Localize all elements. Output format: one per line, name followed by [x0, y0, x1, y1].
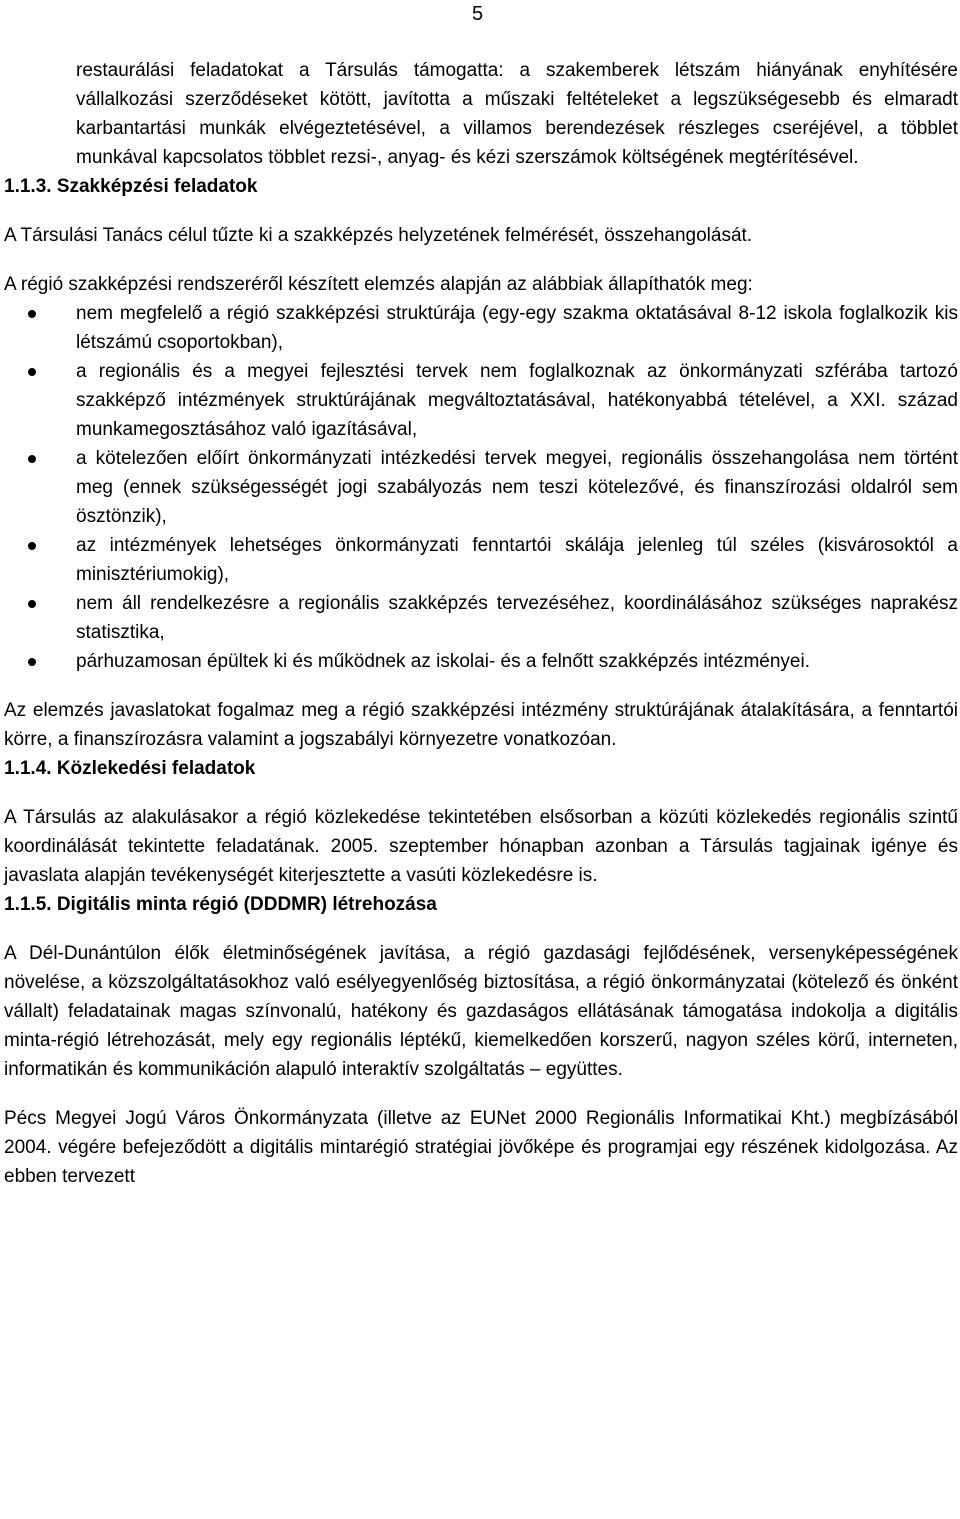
- paragraph: A régió szakképzési rendszeréről készített elemzés alapján az alábbiak állapíthatók meg:: [4, 274, 753, 295]
- bullet-icon: [28, 310, 36, 318]
- page-number: 5: [472, 3, 484, 25]
- bullet-icon: [28, 600, 36, 608]
- document-body: [4, 56, 958, 1191]
- bullet-list: [4, 299, 958, 676]
- bullet-icon: [28, 658, 36, 666]
- list-item: nem áll rendelkezésre a regionális szakképzés tervezéséhez, koordinálásához szükséges naprakész statisztika,: [4, 589, 958, 647]
- bullet-icon: [28, 455, 36, 463]
- list-item: a kötelezően előírt önkormányzati intézkedési tervek megyei, regionális összehangolása nem történt meg (ennek szükségességét jogi szabályozás nem teszi kötelezővé, és finanszírozási oldalról sem ösztönzik),: [4, 444, 958, 531]
- bullet-icon: [28, 542, 36, 550]
- list-item: nem megfelelő a régió szakképzési struktúrája (egy-egy szakma oktatásával 8-12 iskola foglalkozik kis létszámú csoportokban),: [4, 299, 958, 357]
- list-item: a regionális és a megyei fejlesztési tervek nem foglalkoznak az önkormányzati szférába tartozó szakképző intézmények struktúrájának megváltoztatásával, hatékonyabbá tételével, a XXI. század munkamegosztásához való igazításával,: [4, 357, 958, 444]
- bullet-icon: [28, 368, 36, 376]
- intro-paragraph: restaurálási feladatokat a Társulás támogatta: a szakemberek létszám hiányának enyhítésére vállalkozási szerződéseket kötött, javította a műszaki feltételeket a legszükségesebb és elmaradt karbantartási munkák elvégeztetésével, a villamos berendezések részleges cseréjével, a többlet munkával kapcsolatos többlet rezsi-, anyag- és kézi szerszámok költségének megtérítésével.: [76, 60, 958, 168]
- paragraph: Az elemzés javaslatokat fogalmaz meg a régió szakképzési intézmény struktúrájának átalakítására, a fenntartói körre, a finanszírozásra valamint a jogszabályi környezetre vonatkozóan.: [4, 700, 958, 750]
- section-heading-szakkepzes: 1.1.3. Szakképzési feladatok: [4, 176, 258, 197]
- paragraph: Pécs Megyei Jogú Város Önkormányzata (illetve az EUNet 2000 Regionális Informatikai Kht.) megbízásából 2004. végére befejeződött a digitális mintarégió stratégiai jövőképe és programjai egy részének kidolgozása. Az ebben tervezett: [4, 1108, 958, 1187]
- section-heading-digitalis: 1.1.5. Digitális minta régió (DDDMR) létrehozása: [4, 894, 437, 915]
- paragraph: A Társulás az alakulásakor a régió közlekedése tekintetében elsősorban a közúti közlekedés regionális szintű koordinálását tekintette feladatának. 2005. szeptember hónapban azonban a Társulás tagjainak igénye és javaslata alapján tevékenységét kiterjesztette a vasúti közlekedésre is.: [4, 807, 958, 886]
- paragraph: A Társulási Tanács célul tűzte ki a szakképzés helyzetének felmérését, összehangolását.: [4, 225, 753, 246]
- list-item: párhuzamosan épültek ki és működnek az iskolai- és a felnőtt szakképzés intézményei.: [4, 647, 958, 676]
- paragraph: A Dél-Dunántúlon élők életminőségének javítása, a régió gazdasági fejlődésének, versenyképességének növelése, a közszolgáltatásokhoz való esélyegyenlőség biztosítása, a régió önkormányzatai (kötelező és önként vállalt) feladatainak magas színvonalú, hatékony és gazdaságos ellátásának támogatása indokolja a digitális minta-régió létrehozását, mely egy regionális léptékű, kiemelkedően korszerű, nagyon széles körű, interneten, informatikán és kommunikáción alapuló interaktív szolgáltatás – együttes.: [4, 943, 958, 1080]
- list-item: az intézmények lehetséges önkormányzati fenntartói skálája jelenleg túl széles (kisvárosoktól a minisztériumokig),: [4, 531, 958, 589]
- section-heading-kozlekedes: 1.1.4. Közlekedési feladatok: [4, 758, 256, 779]
